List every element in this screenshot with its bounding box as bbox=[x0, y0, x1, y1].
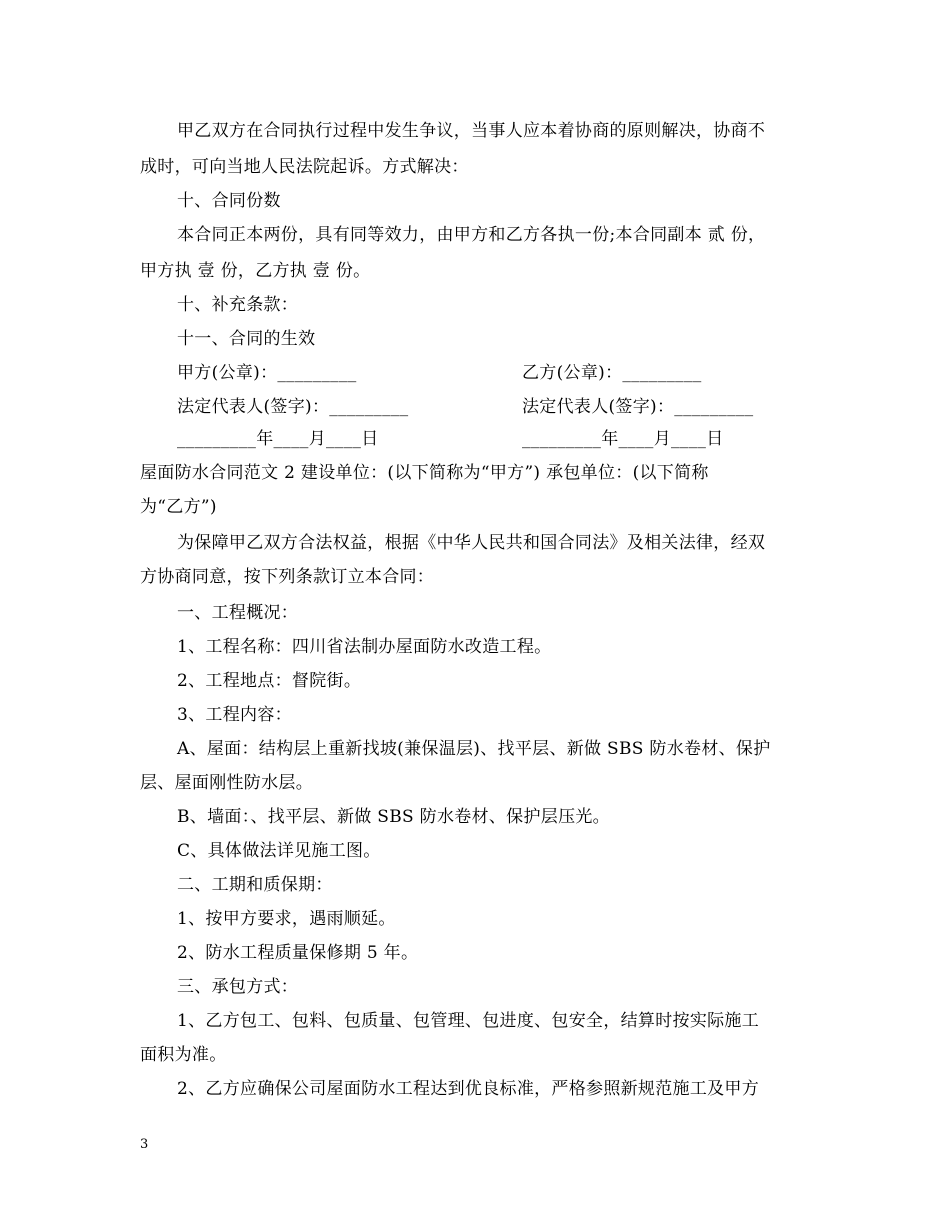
paragraph-line: 面积为准。 bbox=[140, 1045, 227, 1065]
list-item: 1、乙方包工、包料、包质量、包管理、包进度、包安全，结算时按实际施工 bbox=[177, 1011, 760, 1031]
list-item: 2、工程地点：督院街。 bbox=[177, 671, 362, 691]
list-item: 1、工程名称：四川省法制办屋面防水改造工程。 bbox=[177, 637, 552, 657]
party-b-representative-field: 法定代表人(签字)：_________ bbox=[522, 397, 754, 417]
list-item: C、具体做法详见施工图。 bbox=[177, 841, 381, 861]
section-heading: 十、合同份数 bbox=[177, 191, 281, 211]
paragraph-line: 甲乙双方在合同执行过程中发生争议，当事人应本着协商的原则解决，协商不 bbox=[177, 121, 766, 141]
party-a-seal-field: 甲方(公章)：_________ bbox=[177, 363, 357, 383]
paragraph-line: 成时，可向当地人民法院起诉。方式解决： bbox=[140, 157, 469, 177]
section-heading: 十一、合同的生效 bbox=[177, 329, 316, 349]
page-number: 3 bbox=[140, 1137, 149, 1152]
document-title-line: 屋面防水合同范文 2 建设单位：(以下简称为“甲方”) 承包单位：(以下简称 bbox=[140, 463, 709, 483]
party-b-seal-field: 乙方(公章)：_________ bbox=[522, 363, 702, 383]
list-item: 1、按甲方要求，遇雨顺延。 bbox=[177, 909, 396, 929]
section-heading: 十、补充条款： bbox=[177, 295, 299, 315]
list-item: A、屋面：结构层上重新找坡(兼保温层)、找平层、新做 SBS 防水卷材、保护 bbox=[177, 739, 771, 759]
paragraph-line: 层、屋面刚性防水层。 bbox=[140, 773, 313, 793]
paragraph-line: 为“乙方”) bbox=[140, 497, 217, 517]
section-heading: 三、承包方式： bbox=[177, 977, 299, 997]
section-heading: 二、工期和质保期： bbox=[177, 875, 333, 895]
paragraph-line: 方协商同意，按下列条款订立本合同： bbox=[140, 567, 435, 587]
party-b-date-field: _________年____月____日 bbox=[522, 429, 724, 449]
list-item: 2、乙方应确保公司屋面防水工程达到优良标准，严格参照新规范施工及甲方 bbox=[177, 1079, 760, 1099]
paragraph-line: 甲方执 壹 份，乙方执 壹 份。 bbox=[140, 261, 371, 281]
list-item: B、墙面：、找平层、新做 SBS 防水卷材、保护层压光。 bbox=[177, 807, 610, 827]
list-item: 3、工程内容： bbox=[177, 705, 292, 725]
list-item: 2、防水工程质量保修期 5 年。 bbox=[177, 943, 419, 963]
party-a-date-field: _________年____月____日 bbox=[177, 429, 379, 449]
section-heading: 一、工程概况： bbox=[177, 603, 299, 623]
party-a-representative-field: 法定代表人(签字)：_________ bbox=[177, 397, 409, 417]
paragraph-line: 为保障甲乙双方合法权益，根据《中华人民共和国合同法》及相关法律，经双 bbox=[177, 533, 766, 553]
paragraph-line: 本合同正本两份，具有同等效力，由甲方和乙方各执一份;本合同副本 贰 份， bbox=[177, 225, 766, 245]
